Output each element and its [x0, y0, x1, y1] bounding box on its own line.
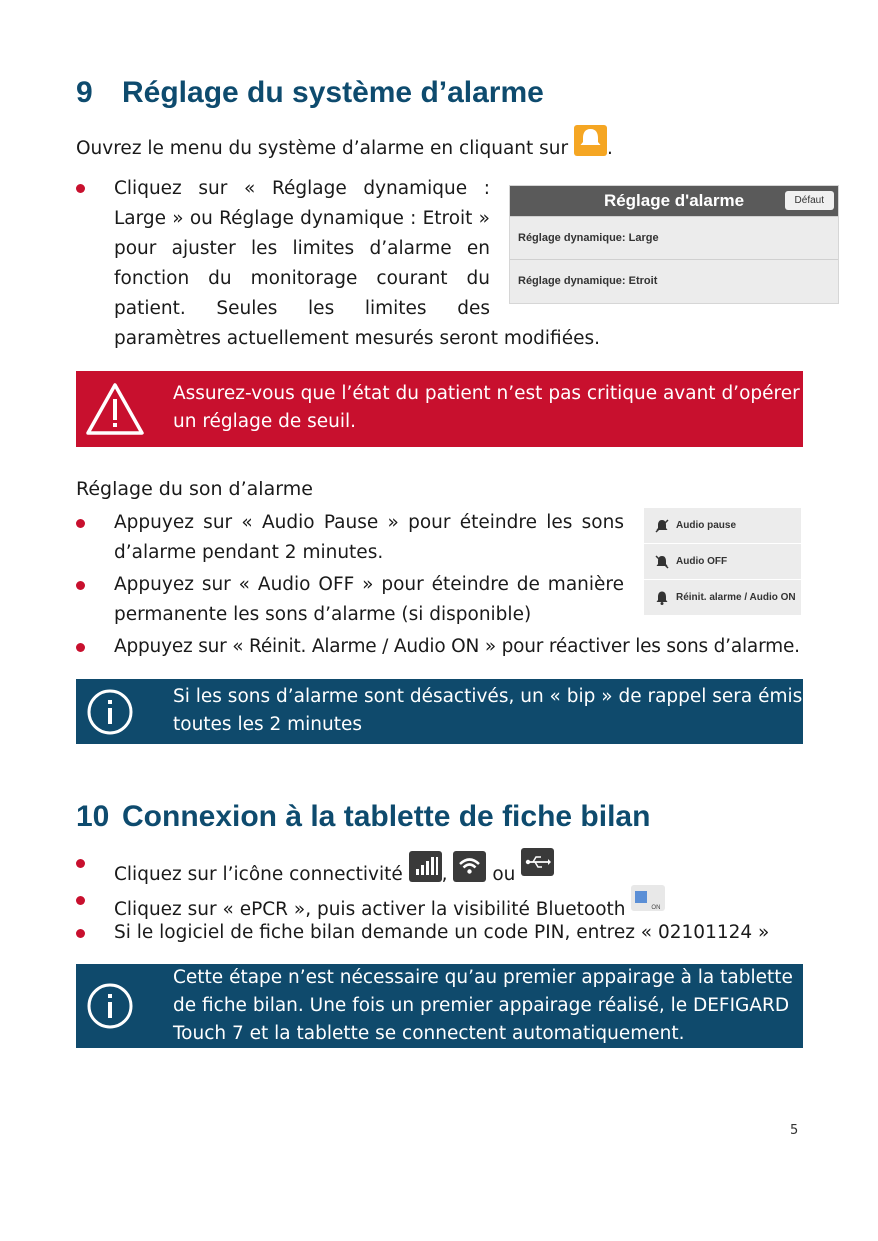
signal-icon	[409, 851, 442, 882]
intro-text: Ouvrez le menu du système d’alarme en cliquant sur	[76, 138, 569, 159]
epcr-text: Cliquez sur « ePCR », puis activer la visibilité Bluetooth	[114, 899, 626, 920]
toggle-label: ON	[651, 905, 661, 911]
intro-paragraph	[76, 125, 613, 164]
bullet-marker	[76, 581, 85, 590]
bullet-marker	[76, 859, 85, 868]
sound-heading: Réglage du son d’alarme	[76, 478, 313, 500]
wifi-icon	[453, 851, 486, 882]
text-line: d’alarme pendant 2 minutes.	[114, 542, 384, 563]
warning-text: Assurez-vous que l’état du patient n’est pas critique avant d’opérer	[173, 383, 800, 404]
text-line: Appuyez sur « Audio OFF » pour éteindre de manière	[114, 574, 624, 595]
section-9-heading	[76, 76, 544, 110]
info-banner-pairing	[76, 964, 803, 1048]
audio-off-paragraph	[114, 570, 624, 630]
info-icon	[86, 982, 134, 1030]
bluetooth-toggle[interactable]	[631, 885, 665, 911]
alarm-menu-button[interactable]	[574, 125, 607, 156]
page-number: 5	[790, 1123, 799, 1138]
info-text: Cette étape n’est nécessaire qu’au premier appairage à la tablette	[173, 967, 793, 988]
info-text: Si les sons d’alarme sont désactivés, un « bip » de rappel sera émis	[173, 686, 803, 707]
reset-alarm-label: Réinit. alarme / Audio ON	[676, 592, 796, 603]
audio-pause-option[interactable]	[644, 507, 801, 543]
alarm-panel-header	[510, 186, 838, 216]
bullet-marker	[76, 643, 85, 652]
section-10-heading	[76, 800, 650, 834]
reset-alarm-option[interactable]	[644, 579, 801, 615]
bullet-marker	[76, 519, 85, 528]
section-title: Réglage du système d’alarme	[122, 76, 544, 109]
section-number: 10	[76, 800, 110, 833]
warning-triangle-icon	[84, 380, 146, 438]
warning-text: un réglage de seuil.	[173, 411, 357, 432]
or-text: ou	[492, 864, 516, 885]
wifi-button[interactable]	[453, 851, 486, 882]
info-icon	[86, 688, 134, 736]
info-text: Touch 7 et la tablette se connectent automatiquement.	[173, 1023, 685, 1044]
intro-end: .	[607, 138, 613, 159]
connectivity-paragraph	[114, 848, 554, 890]
dynamic-narrow-option[interactable]: Réglage dynamique: Etroit	[510, 259, 838, 302]
text-line: patient. Seules les limites des	[114, 298, 490, 319]
audio-pause-label: Audio pause	[676, 520, 737, 531]
default-button[interactable]: Défaut	[785, 191, 834, 210]
text-line: Cliquez sur « Réglage dynamique :	[114, 178, 490, 199]
audio-menu-panel	[644, 507, 801, 615]
signal-button[interactable]	[409, 851, 442, 882]
text-line: permanente les sons d’alarme (si disponible)	[114, 604, 532, 625]
dynamic-large-option[interactable]: Réglage dynamique: Large	[510, 216, 838, 259]
connectivity-text: Cliquez sur l’icône connectivité	[114, 864, 403, 885]
usb-button[interactable]	[521, 848, 554, 876]
audio-pause-paragraph	[114, 508, 624, 568]
text-line: fonction du monitorage courant du	[114, 268, 490, 289]
bullet-marker	[76, 896, 85, 905]
text-line: paramètres actuellement mesurés seront modifiées.	[114, 328, 600, 349]
info-banner	[76, 679, 803, 744]
pin-paragraph: Si le logiciel de fiche bilan demande un code PIN, entrez « 02101124 »	[114, 922, 770, 943]
info-text: toutes les 2 minutes	[173, 714, 363, 735]
alarm-settings-panel	[509, 185, 839, 304]
separator: ,	[441, 864, 448, 885]
bullet-marker	[76, 929, 85, 938]
audio-on-paragraph: Appuyez sur « Réinit. Alarme / Audio ON » pour réactiver les sons d’alarme.	[114, 636, 800, 657]
audio-pause-icon	[654, 518, 670, 534]
usb-icon	[521, 848, 554, 876]
audio-off-option[interactable]	[644, 543, 801, 579]
bell-button-label: On	[586, 136, 595, 142]
text-line: pour ajuster les limites d’alarme en	[114, 238, 490, 259]
audio-off-label: Audio OFF	[676, 556, 728, 567]
warning-banner	[76, 371, 803, 447]
dynamic-setting-paragraph	[114, 174, 490, 324]
audio-off-icon	[654, 554, 670, 570]
section-number: 9	[76, 76, 93, 109]
alarm-panel-title: Réglage d'alarme	[603, 191, 745, 210]
info-text: de fiche bilan. Une fois un premier appairage réalisé, le DEFIGARD	[173, 995, 790, 1016]
section-title: Connexion à la tablette de fiche bilan	[122, 800, 651, 833]
text-line: Large » ou Réglage dynamique : Etroit »	[114, 208, 490, 229]
text-line: Appuyez sur « Audio Pause » pour éteindre les sons	[114, 512, 624, 533]
bell-reset-icon	[654, 590, 670, 606]
bullet-marker	[76, 184, 85, 193]
